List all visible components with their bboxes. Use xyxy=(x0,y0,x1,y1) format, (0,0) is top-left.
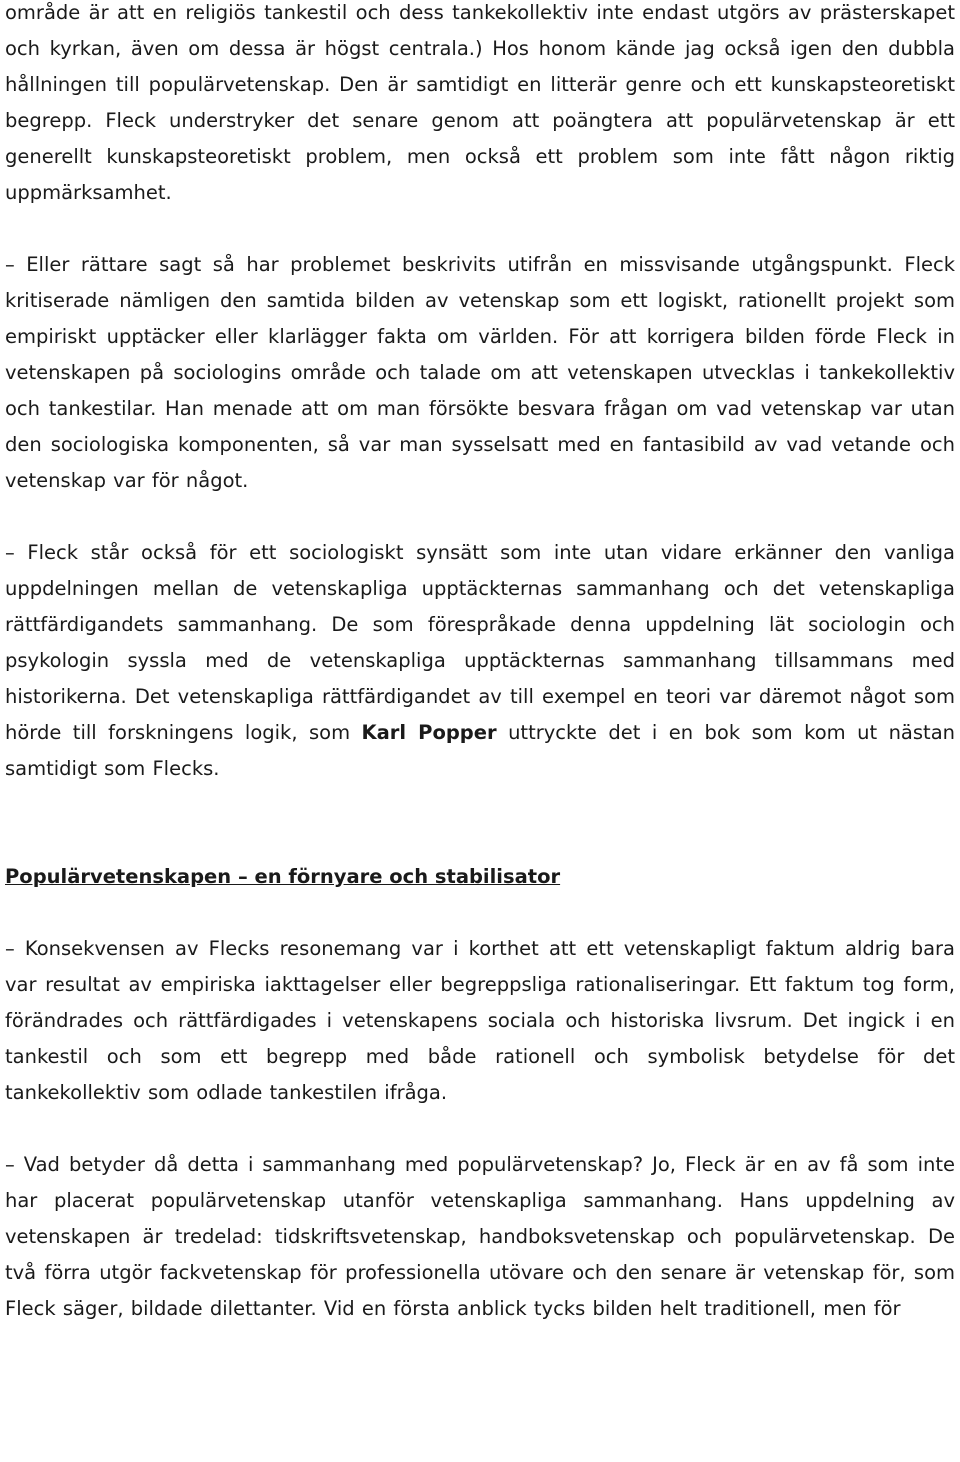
person-name-karl-popper: Karl Popper xyxy=(361,721,497,744)
section-spacer xyxy=(5,787,955,859)
paragraph-3-text-end: uttryckte det i en bok som kom ut nästan samtidigt som Flecks. xyxy=(5,721,955,780)
paragraph-spacer xyxy=(5,499,955,535)
paragraph-5: – Vad betyder då detta i sammanhang med populärvetenskap? Jo, Fleck är en av få som inte har placerat populärvetenskap utanför vetenskapliga sammanhang. Hans uppdelning av vetenskapen är tredelad: tidskriftsvetenskap, handboksvetenskap och populärvetenskap. De två förra utgör fackvetenskap för professionella utövare och den senare är vetenskap för, som Fleck säger, bildade dilettanter. Vid en första anblick tycks bilden helt traditionell, men för xyxy=(5,1153,955,1320)
document-page xyxy=(5,0,955,1327)
paragraph-spacer xyxy=(5,211,955,247)
paragraph-3-text-start: – Fleck står också för ett sociologiskt synsätt som inte utan vidare erkänner den vanliga uppdelningen mellan de vetenskapliga upptäckternas sammanhang och det vetenskapliga rättfärdigandets sammanhang. De som förespråkade denna uppdelning lät sociologin och psykologin syssla med de vetenskapliga upptäckternas sammanhang tillsammans med historikerna. Det vetenskapliga rättfärdigandet av till exempel en teori var däremot något som hörde till forskningens logik, som xyxy=(5,541,955,744)
section-heading: Populärvetenskapen – en förnyare och stabilisator xyxy=(5,865,561,888)
paragraph-1: område är att en religiös tankestil och dess tankekollektiv inte endast utgörs av prästerskapet och kyrkan, även om dessa är högst centrala.) Hos honom kände jag också igen den dubbla hållningen till populärvetenskap. Den är samtidigt en litterär genre och ett kunskapsteoretiskt begrepp. Fleck understryker det senare genom att poängtera att populärvetenskap är ett generellt kunskapsteoretiskt problem, men också ett problem som inte fått någon riktig uppmärksamhet. xyxy=(5,1,955,204)
paragraph-4: – Konsekvensen av Flecks resonemang var i korthet att ett vetenskapligt faktum aldrig bara var resultat av empiriska iakttagelser eller begreppsliga rationaliseringar. Ett faktum tog form, förändrades och rättfärdigades i vetenskapens sociala och historiska livsrum. Det ingick i en tankestil och som ett begrepp med både rationell och symbolisk betydelse för det tankekollektiv som odlade tankestilen ifråga. xyxy=(5,937,955,1104)
paragraph-spacer xyxy=(5,1111,955,1147)
paragraph-3 xyxy=(5,535,955,787)
paragraph-2: – Eller rättare sagt så har problemet beskrivits utifrån en missvisande utgångspunkt. Fleck kritiserade nämligen den samtida bilden av vetenskap som ett logiskt, rationellt projekt som empiriskt upptäcker eller klarlägger fakta om världen. För att korrigera bilden förde Fleck in vetenskapen på sociologins område och talade om att vetenskapen utvecklas i tankekollektiv och tankestilar. Han menade att om man försökte besvara frågan om vad vetenskap var utan den sociologiska komponenten, så var man sysselsatt med en fantasibild av vad vetande och vetenskap var för något. xyxy=(5,253,955,492)
paragraph-spacer xyxy=(5,895,955,931)
